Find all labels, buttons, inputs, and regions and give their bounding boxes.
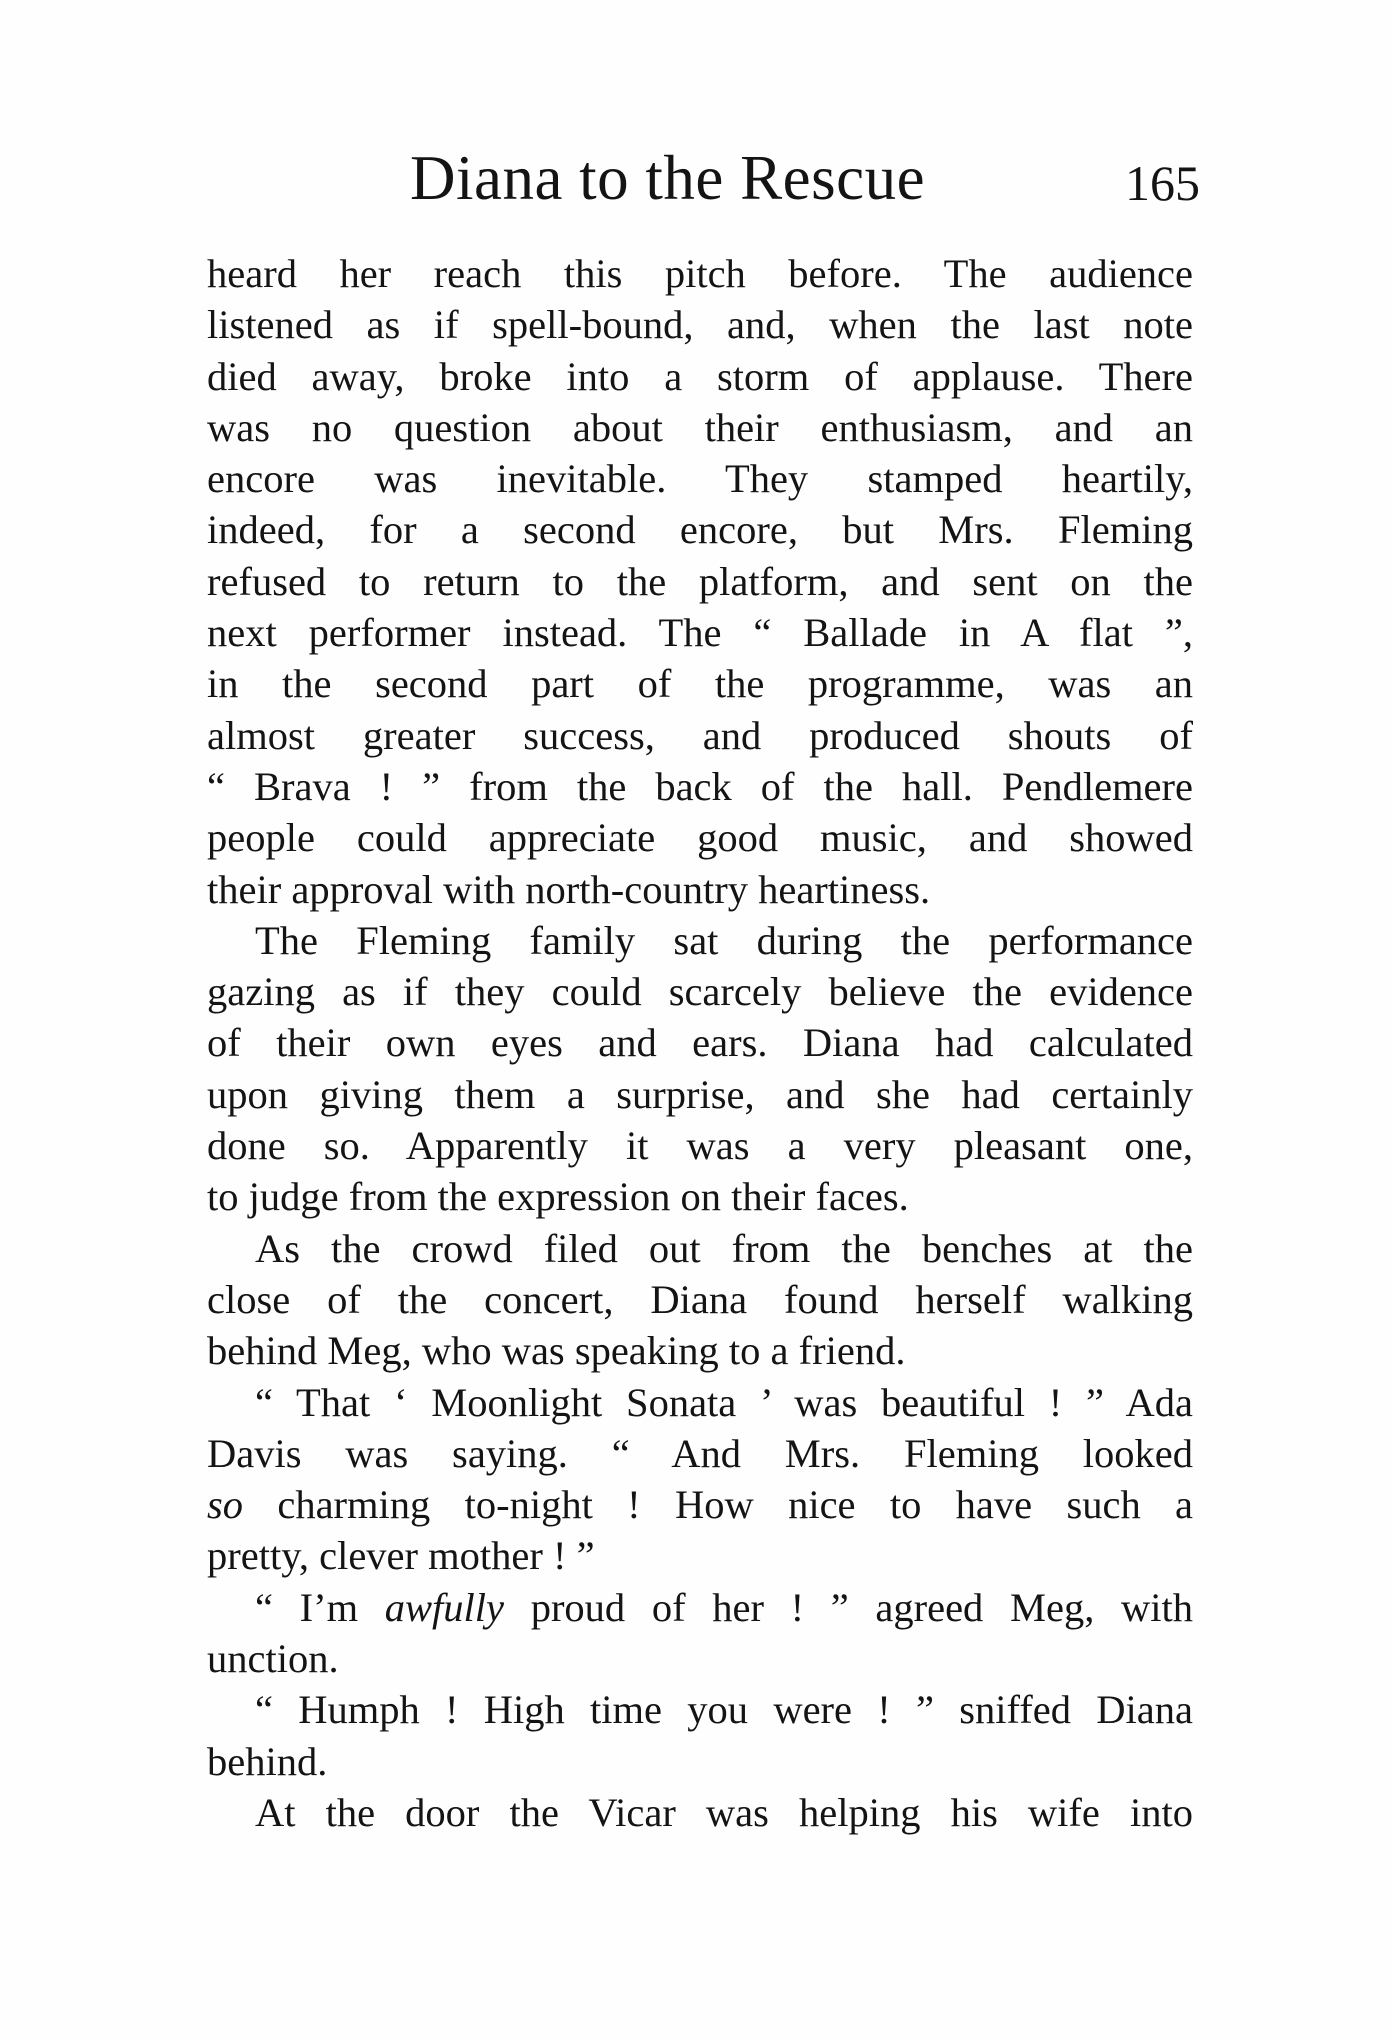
text-line: done so. Apparently it was a very pleasant one, (207, 1123, 1193, 1169)
text-line: upon giving them a surprise, and she had certainly (207, 1071, 1193, 1117)
text-line: The Fleming family sat during the performance (255, 917, 1193, 963)
text-line: of their own eyes and ears. Diana had calculated (207, 1020, 1193, 1066)
text-run: “ I’m (255, 1584, 385, 1630)
text-line: refused to return to the platform, and sent on the (207, 558, 1193, 604)
text-line: next performer instead. The “ Ballade in A flat ”, (207, 610, 1193, 656)
text-line: Davis was saying. “ And Mrs. Fleming looked (207, 1430, 1193, 1476)
text-line: behind. (207, 1738, 328, 1784)
text-line: indeed, for a second encore, but Mrs. Fleming (207, 507, 1193, 553)
text-line: gazing as if they could scarcely believe the evidence (207, 969, 1193, 1015)
text-line: “ Humph ! High time you were ! ” sniffed Diana (255, 1687, 1193, 1733)
text-line: At the door the Vicar was helping his wife into (255, 1789, 1193, 1835)
text-line: people could appreciate good music, and showed (207, 815, 1193, 861)
text-line: listened as if spell-bound, and, when the last note (207, 302, 1193, 348)
text-line: heard her reach this pitch before. The audience (207, 251, 1193, 296)
text-line: “ That ‘ Moonlight Sonata ’ was beautiful ! ” Ada (255, 1379, 1193, 1425)
text-line: was no question about their enthusiasm, and an (207, 404, 1193, 450)
text-run: proud of her ! ” agreed Meg, with (504, 1584, 1193, 1630)
text-line: their approval with north-country heartiness. (207, 866, 931, 912)
running-head (205, 138, 1200, 218)
text-line: “ Brava ! ” from the back of the hall. Pendlemere (207, 763, 1193, 809)
page-number: 165 (1125, 155, 1200, 211)
text-line: close of the concert, Diana found herself walking (207, 1276, 1193, 1322)
text-line: encore was inevitable. They stamped heartily, (207, 456, 1193, 502)
text-run: charming to-night ! How nice to have such a (243, 1482, 1193, 1528)
text-line: unction. (207, 1636, 339, 1682)
italic-emphasis: so (207, 1482, 244, 1528)
text-line (207, 1582, 1193, 1633)
text-line: behind Meg, who was speaking to a friend. (207, 1328, 906, 1374)
text-line: died away, broke into a storm of applause. There (207, 353, 1193, 399)
text-line: in the second part of the programme, was an (207, 661, 1193, 707)
running-title: Diana to the Rescue (410, 143, 926, 213)
text-line: pretty, clever mother ! ” (207, 1533, 595, 1579)
text-line (207, 1479, 1193, 1530)
text-line: As the crowd filed out from the benches at the (255, 1225, 1193, 1271)
body-text (207, 248, 1193, 1838)
text-line: almost greater success, and produced shouts of (207, 712, 1193, 758)
italic-emphasis: awfully (384, 1584, 505, 1630)
text-line: to judge from the expression on their faces. (207, 1174, 909, 1220)
